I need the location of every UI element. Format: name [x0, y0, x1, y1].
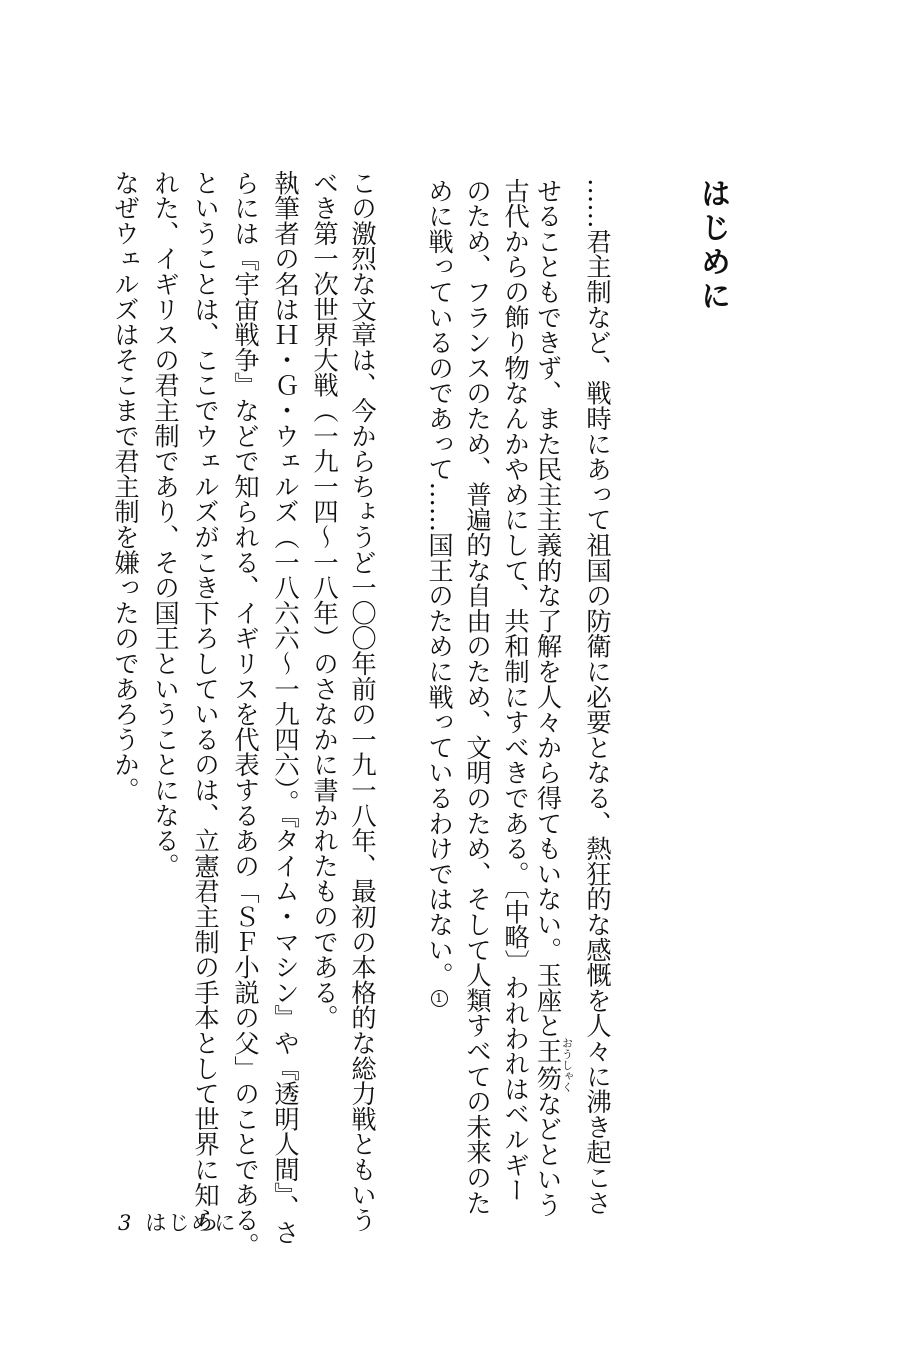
quote-line-2	[533, 178, 574, 1218]
quote-line-1: ……君主制など、戦時にあって祖国の防衛に必要となる、熱狂的な感慨を人々に沸き起こさ	[583, 178, 612, 1216]
body-line-5: ということは、ここでウェルズがこき下ろしているのは、立憲君主制の手本として世界に知ら	[191, 170, 220, 1233]
quote-line-2-text: せることもできず、また民主主義的な了解を人々から得てもいない。玉座と	[533, 178, 563, 1039]
body-line-6: れた、イギリスの君主制であり、その国王ということになる。	[151, 170, 180, 879]
quote-line-3: 古代からの飾り物なんかやめにして、共和制にすべきである。〔中略〕われわれはベルギー	[501, 178, 530, 1203]
quote-line-5-text: めに戦っているのであって……国王のために戦っているわけではない。	[425, 178, 454, 988]
running-head: はじめに	[145, 1211, 238, 1235]
page-number: 3	[118, 1211, 134, 1235]
chapter-heading: はじめに	[695, 178, 730, 314]
body-line-3: 執筆者の名はＨ・Ｇ・ウェルズ（一八六六～一九四六）。『タイム・マシン』や『透明人間』、さ	[271, 170, 300, 1246]
ruby-base: 王笏	[533, 1037, 563, 1093]
page-footer	[118, 1207, 237, 1237]
body-line-1: この激烈な文章は、今からちょうど一〇〇年前の一九一八年、最初の本格的な総力戦ともいう	[348, 170, 377, 1233]
quote-line-4: のため、フランスのため、普遍的な自由のため、文明のため、そして人類すべての未来のた	[463, 178, 492, 1216]
body-line-7: なぜウェルズはそこまで君主制を嫌ったのであろうか。	[111, 170, 140, 803]
quote-line-5	[422, 178, 452, 1009]
body-line-2: べき第一次世界大戦（一九一四～一八年）のさなかに書かれたものである。	[310, 170, 339, 1031]
body-line-4: らには『宇宙戦争』などで知られる、イギリスを代表するあの「ＳＦ小説の父」のことである。	[231, 170, 260, 1258]
ruby-reading: おうしゃく	[560, 1037, 574, 1093]
quote-line-2-tail: などという	[533, 1091, 563, 1218]
footnote-marker[interactable]: 1	[431, 990, 448, 1007]
ruby-term	[533, 1037, 574, 1093]
